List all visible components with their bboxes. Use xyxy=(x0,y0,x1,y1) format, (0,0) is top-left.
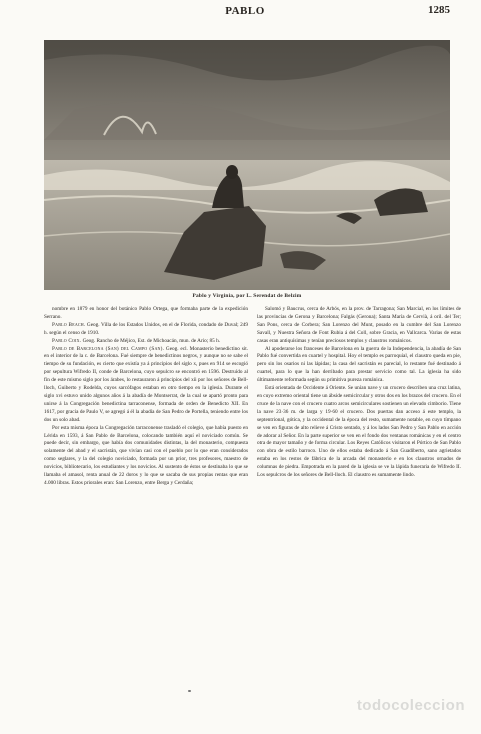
watermark: todocoleccion xyxy=(356,697,465,714)
left-column xyxy=(44,306,248,488)
engraving-plate xyxy=(44,40,450,290)
entry-heading: Pablo de Barcelona (San) del Campo (San). xyxy=(52,345,165,352)
running-header xyxy=(40,3,450,19)
engraving-image xyxy=(44,40,450,290)
paragraph: Pablo de Barcelona (San) del Campo (San). Geog. ecl. Monasterio benedictino sit. en el interior de la c. de Barcelona. Fué siempre de benedictinos negros, y aunque no se sabe el tiempo de su fundación, es cierto que existía ya á principios del siglo x, pues en 914 se escogió por sepultura Wifredo II, conde de Barcelona, cuyo sepulcro se encontró en 1596. Destruído al fin de este mismo siglo por los árabes, lo restauraron á principios del xii por los señores de Bell-lloch, Guiberto y Rodelda, cuyos sarcófagos estaban en otro tiempo en la iglesia. Durante el siglo xvi estuvo unido algunos años á la abadía de Montserrat, de la cual se apartó pronto para unirse á la Congregación benedictina tarraconense, formada de orden de Benedicto XII. En 1617, por gracia de Paulo V, se agregó á él la abadía de San Pedro de Portella, teniendo entre los dos un solo abad. xyxy=(44,345,249,423)
footer-mark xyxy=(188,690,191,692)
paragraph: Pablo Beach. Geog. Villa de los Estados Unidos, en el de Florida, condado de Duval; 249 h. según el censo de 1910. xyxy=(44,321,249,336)
paragraph: Pablo Coix. Geog. Rancho de Méjico, Est. de Michoacán, mun. de Ario; 85 h. xyxy=(52,337,221,344)
entry-heading: Pablo Coix. xyxy=(52,337,82,344)
paragraph: Está orientada de Occidente á Oriente. Se unían nave y un crucero describen una cruz latina, en cuyo extremo oriental tiene un ábside semicircular y otros dos en los brazos del crucero. En el cruce de la nave con el crucero cuatro arcos semicirculares sostienen un elevado cimborio. Tiene la nave 23·36 m. de larga y 19·60 el crucero. Dos puertas dan acceso á este templo, la septentrional, gótica, y la occidental de la época del resto, sumamente notable, en cuyo tímpano se ven en figuras de alto relieve á Cristo sentado, y á los lados San Pedro y San Pablo en acción de adorar al Señor. En la parte superior se ven en el fondo dos ventanas románicas y en el centro otra de mayor tamaño y de forma circular. Los Reyes Católicos visitaron el Pórtico de San Pablo con obra de estilo barroco. Uno de ellos estaba dedicado á San Guadiberto, sano agrietados estaba en los restos de fábrica de la arcada del monasterio e en los claustros ornados de columnas de piedra. Empotrada en la pared de la iglesia se ve la lápida funeraria de Wifredo II. Los sepulcros de los señores de Bell-lloch. El claustro es sumamente lindo. xyxy=(257,385,461,479)
running-title: PABLO xyxy=(225,5,265,17)
paragraph: Al apoderarse los franceses de Barcelona en la guerra de la Independencia, la abadía de San Pablo fué convertida en cuartel y hospital. Hoy el templo es parroquial, el claustro queda en pie, pero sin los osarios ni las lápidas; la casa del sacristán es parecial, lo restante fué destinado á cuartel, para lo que la han derribado para prestar servicio como tal. La iglesia ha sido últimamente reformada según su primitiva pureza románica. xyxy=(257,345,461,384)
paragraph: nombre en 1879 en honor del botánico Pablo Ortega, que formaba parte de la expedición Serrano. xyxy=(44,306,248,320)
page-number: 1285 xyxy=(428,4,450,16)
paragraph: Por esta misma época la Congregación tarraconense trasladó el colegio, que había puesto en Lérida en 1593, á San Pablo de Barcelona, colocando también aquí el noviciado común. Se puede decir, sin embargo, que había dos comunidades distintas, la del monasterio, compuesta solamente del abad y el sacristán, que vivían casi con el pueblo por lo que eran considerados como seglares, y la del colegio noviciado, formada por un prior, tres profesores, maestro de novicios, bibliotecario, los estudiantes y los novicios. Al sustento de éstos se destinaba lo que se llamaba el amasol, renta anual de 22 doros y lo que se sacaba de sus propias rentas que eran 4.000 libras. Estos priorales eran: San Lorenzo, entre Berga y Cerdaña; xyxy=(44,424,248,486)
figure-caption: Pablo y Virginia, por L. Serendat de Belzim xyxy=(192,293,302,299)
right-column xyxy=(257,306,461,480)
paragraph: Salomó y Baucrus, cerca de Arbós, en la prov. de Tarragona; San Marcial, en los límites de las provincias de Gerona y Barcelona; Falgás (Gerona); Santa María de Cervià, á oril. del Ter; San Pons, cerca de Corbera; San Lorenzo del Munt, posado en la cumbre del San Lorenzo Savall, y Nuestra Señora de Font Rubia á del Coll, sobre Gracia, en Vallcarca. Varias de estas casas eran antiquísimas y tenían preciosos templos y claustros románicos. xyxy=(257,306,461,344)
entry-heading: Pablo Beach. xyxy=(52,321,86,328)
